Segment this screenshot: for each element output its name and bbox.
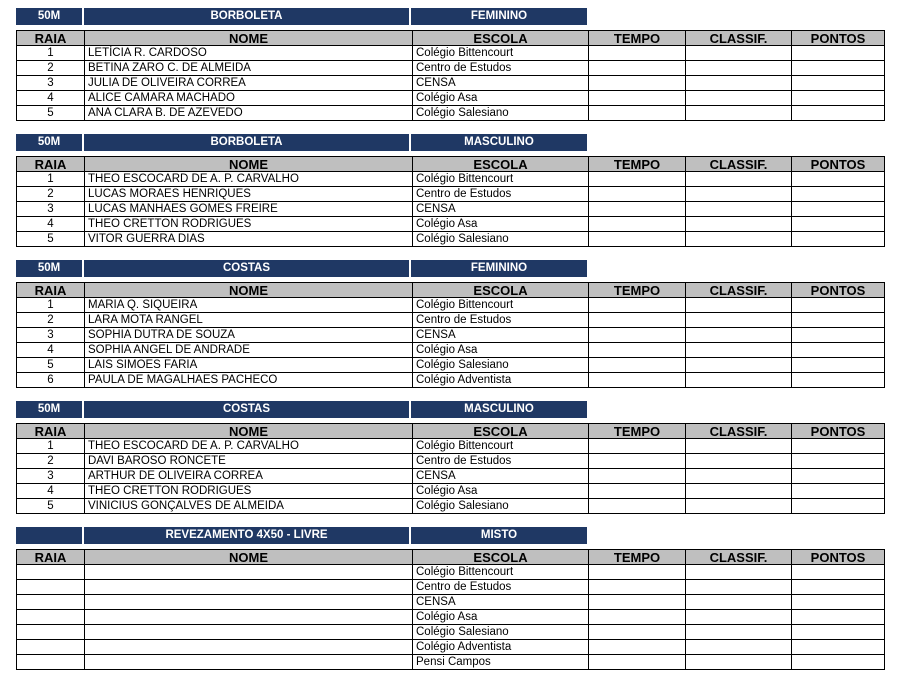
pontos-cell[interactable] [792,454,885,469]
column-header-tempo: TEMPO [589,157,686,172]
event-block [16,260,885,388]
nome-cell: ALICE CAMARA MACHADO [85,91,413,106]
event-distance: 50M [16,8,84,25]
tempo-cell[interactable] [589,499,686,514]
pontos-cell[interactable] [792,172,885,187]
raia-cell [17,640,85,655]
escola-cell: Colégio Salesiano [413,232,589,247]
raia-cell: 1 [17,172,85,187]
tempo-cell[interactable] [589,217,686,232]
escola-cell: Colégio Adventista [413,373,589,388]
table-row [17,328,885,343]
raia-cell: 1 [17,46,85,61]
table-row [17,484,885,499]
column-header-escola: ESCOLA [413,550,589,565]
raia-cell [17,580,85,595]
table-row [17,454,885,469]
table-header-row [17,550,885,565]
nome-cell [85,610,413,625]
escola-cell: Centro de Estudos [413,580,589,595]
pontos-cell[interactable] [792,343,885,358]
event-category: MISTO [411,527,587,544]
event-category: MASCULINO [411,401,587,418]
raia-cell [17,625,85,640]
table-row [17,565,885,580]
pontos-cell[interactable] [792,358,885,373]
table-row [17,439,885,454]
event-stroke: REVEZAMENTO 4X50 - LIVRE [84,527,411,544]
column-header-escola: ESCOLA [413,31,589,46]
event-distance: 50M [16,260,84,277]
raia-cell: 1 [17,298,85,313]
classif-cell[interactable] [686,373,792,388]
nome-cell: ANA CLARA B. DE AZEVEDO [85,106,413,121]
nome-cell: VITOR GUERRA DIAS [85,232,413,247]
classif-cell[interactable] [686,499,792,514]
pontos-cell[interactable] [792,484,885,499]
table-row [17,46,885,61]
pontos-cell[interactable] [792,46,885,61]
classif-cell[interactable] [686,202,792,217]
nome-cell: SOPHIA ANGEL DE ANDRADE [85,343,413,358]
nome-cell: DAVI BAROSO RONCETE [85,454,413,469]
nome-cell [85,565,413,580]
table-row [17,217,885,232]
pontos-cell[interactable] [792,595,885,610]
table-row [17,61,885,76]
raia-cell: 4 [17,484,85,499]
column-header-tempo: TEMPO [589,31,686,46]
escola-cell: Colégio Bittencourt [413,439,589,454]
escola-cell: Colégio Asa [413,343,589,358]
nome-cell: THEO CRETTON RODRIGUES [85,217,413,232]
table-row [17,640,885,655]
classif-cell[interactable] [686,172,792,187]
table-header-row [17,424,885,439]
raia-cell: 2 [17,454,85,469]
event-distance: 50M [16,134,84,151]
escola-cell: Colégio Asa [413,91,589,106]
classif-cell[interactable] [686,106,792,121]
table-row [17,232,885,247]
column-header-escola: ESCOLA [413,424,589,439]
event-header [16,134,587,151]
tempo-cell[interactable] [589,358,686,373]
classif-cell[interactable] [686,454,792,469]
tempo-cell[interactable] [589,298,686,313]
classif-cell[interactable] [686,580,792,595]
nome-cell: LUCAS MORAES HENRIQUES [85,187,413,202]
table-row [17,187,885,202]
classif-cell[interactable] [686,469,792,484]
column-header-pontos: PONTOS [792,283,885,298]
nome-cell: ARTHUR DE OLIVEIRA CORREA [85,469,413,484]
pontos-cell[interactable] [792,565,885,580]
raia-cell: 3 [17,202,85,217]
nome-cell: MARIA Q. SIQUEIRA [85,298,413,313]
raia-cell [17,610,85,625]
escola-cell: Colégio Salesiano [413,106,589,121]
escola-cell: CENSA [413,469,589,484]
table-row [17,610,885,625]
raia-cell: 4 [17,91,85,106]
escola-cell: CENSA [413,328,589,343]
column-header-raia: RAIA [17,283,85,298]
column-header-raia: RAIA [17,157,85,172]
tempo-cell[interactable] [589,565,686,580]
tempo-cell[interactable] [589,328,686,343]
column-header-pontos: PONTOS [792,550,885,565]
event-block [16,527,885,670]
raia-cell: 4 [17,217,85,232]
nome-cell [85,640,413,655]
event-stroke: COSTAS [84,401,411,418]
raia-cell: 3 [17,328,85,343]
escola-cell: Colégio Salesiano [413,499,589,514]
event-category: FEMININO [411,260,587,277]
column-header-tempo: TEMPO [589,550,686,565]
tempo-cell[interactable] [589,580,686,595]
pontos-cell[interactable] [792,625,885,640]
raia-cell: 1 [17,439,85,454]
event-stroke: COSTAS [84,260,411,277]
escola-cell: Colégio Bittencourt [413,172,589,187]
raia-cell: 2 [17,313,85,328]
column-header-pontos: PONTOS [792,157,885,172]
column-header-raia: RAIA [17,31,85,46]
pontos-cell[interactable] [792,217,885,232]
table-header-row [17,31,885,46]
tempo-cell[interactable] [589,373,686,388]
nome-cell: LETÍCIA R. CARDOSO [85,46,413,61]
classif-cell[interactable] [686,655,792,670]
escola-cell: Colégio Bittencourt [413,46,589,61]
pontos-cell[interactable] [792,76,885,91]
pontos-cell[interactable] [792,439,885,454]
nome-cell [85,655,413,670]
table-row [17,202,885,217]
table-row [17,313,885,328]
table-row [17,76,885,91]
table-row [17,358,885,373]
tempo-cell[interactable] [589,76,686,91]
raia-cell [17,655,85,670]
tempo-cell[interactable] [589,106,686,121]
escola-cell: Colégio Asa [413,610,589,625]
table-header-row [17,157,885,172]
tempo-cell[interactable] [589,232,686,247]
column-header-classif: CLASSIF. [686,424,792,439]
column-header-pontos: PONTOS [792,424,885,439]
results-table [16,30,885,121]
escola-cell: CENSA [413,595,589,610]
raia-cell: 5 [17,499,85,514]
event-block [16,401,885,514]
escola-cell: Colégio Bittencourt [413,565,589,580]
raia-cell: 5 [17,232,85,247]
raia-cell: 5 [17,358,85,373]
nome-cell [85,625,413,640]
tempo-cell[interactable] [589,469,686,484]
tempo-cell[interactable] [589,625,686,640]
classif-cell[interactable] [686,217,792,232]
table-row [17,625,885,640]
escola-cell: Colégio Asa [413,217,589,232]
pontos-cell[interactable] [792,610,885,625]
classif-cell[interactable] [686,484,792,499]
raia-cell: 6 [17,373,85,388]
tempo-cell[interactable] [589,61,686,76]
pontos-cell[interactable] [792,61,885,76]
column-header-nome: NOME [85,550,413,565]
escola-cell: Colégio Bittencourt [413,298,589,313]
nome-cell: JULIA DE OLIVEIRA CORREA [85,76,413,91]
classif-cell[interactable] [686,565,792,580]
event-header [16,260,587,277]
escola-cell: Colégio Salesiano [413,625,589,640]
column-header-classif: CLASSIF. [686,550,792,565]
column-header-tempo: TEMPO [589,283,686,298]
nome-cell: VINICIUS GONÇALVES DE ALMEIDA [85,499,413,514]
escola-cell: Colégio Asa [413,484,589,499]
pontos-cell[interactable] [792,469,885,484]
tempo-cell[interactable] [589,202,686,217]
nome-cell: PAULA DE MAGALHAES PACHECO [85,373,413,388]
pontos-cell[interactable] [792,328,885,343]
column-header-raia: RAIA [17,424,85,439]
column-header-classif: CLASSIF. [686,31,792,46]
escola-cell: Centro de Estudos [413,187,589,202]
column-header-escola: ESCOLA [413,157,589,172]
classif-cell[interactable] [686,313,792,328]
event-category: FEMININO [411,8,587,25]
table-row [17,499,885,514]
tempo-cell[interactable] [589,610,686,625]
raia-cell: 4 [17,343,85,358]
pontos-cell[interactable] [792,640,885,655]
classif-cell[interactable] [686,343,792,358]
results-table [16,156,885,247]
pontos-cell[interactable] [792,373,885,388]
table-row [17,91,885,106]
results-table [16,282,885,388]
event-distance: 50M [16,401,84,418]
nome-cell [85,595,413,610]
nome-cell: LAIS SIMOES FARIA [85,358,413,373]
classif-cell[interactable] [686,328,792,343]
tempo-cell[interactable] [589,454,686,469]
column-header-tempo: TEMPO [589,424,686,439]
escola-cell: CENSA [413,202,589,217]
pontos-cell[interactable] [792,580,885,595]
classif-cell[interactable] [686,298,792,313]
classif-cell[interactable] [686,76,792,91]
results-table [16,549,885,670]
event-header [16,8,587,25]
event-distance [16,527,84,544]
pontos-cell[interactable] [792,106,885,121]
column-header-escola: ESCOLA [413,283,589,298]
raia-cell [17,595,85,610]
column-header-nome: NOME [85,424,413,439]
pontos-cell[interactable] [792,232,885,247]
tempo-cell[interactable] [589,187,686,202]
nome-cell: THEO CRETTON RODRIGUES [85,484,413,499]
classif-cell[interactable] [686,61,792,76]
pontos-cell[interactable] [792,655,885,670]
tempo-cell[interactable] [589,595,686,610]
tempo-cell[interactable] [589,640,686,655]
table-row [17,343,885,358]
escola-cell: Centro de Estudos [413,313,589,328]
classif-cell[interactable] [686,610,792,625]
escola-cell: Colégio Salesiano [413,358,589,373]
event-header [16,401,587,418]
nome-cell: THEO ESCOCARD DE A. P. CARVALHO [85,172,413,187]
column-header-classif: CLASSIF. [686,283,792,298]
results-table [16,423,885,514]
tempo-cell[interactable] [589,484,686,499]
table-row [17,469,885,484]
pontos-cell[interactable] [792,298,885,313]
nome-cell: LARA MOTA RANGEL [85,313,413,328]
column-header-nome: NOME [85,31,413,46]
pontos-cell[interactable] [792,187,885,202]
column-header-raia: RAIA [17,550,85,565]
event-block [16,8,885,121]
nome-cell [85,580,413,595]
tempo-cell[interactable] [589,439,686,454]
pontos-cell[interactable] [792,313,885,328]
classif-cell[interactable] [686,439,792,454]
column-header-classif: CLASSIF. [686,157,792,172]
escola-cell: CENSA [413,76,589,91]
table-row [17,172,885,187]
event-block [16,134,885,247]
classif-cell[interactable] [686,91,792,106]
event-header [16,527,587,544]
table-row [17,298,885,313]
tempo-cell[interactable] [589,91,686,106]
escola-cell: Colégio Adventista [413,640,589,655]
column-header-nome: NOME [85,157,413,172]
nome-cell: LUCAS MANHAES GOMES FREIRE [85,202,413,217]
table-row [17,106,885,121]
nome-cell: BETINA ZARO C. DE ALMEIDA [85,61,413,76]
table-header-row [17,283,885,298]
table-row [17,373,885,388]
tempo-cell[interactable] [589,655,686,670]
classif-cell[interactable] [686,46,792,61]
classif-cell[interactable] [686,187,792,202]
classif-cell[interactable] [686,358,792,373]
raia-cell: 2 [17,187,85,202]
raia-cell: 5 [17,106,85,121]
classif-cell[interactable] [686,232,792,247]
column-header-nome: NOME [85,283,413,298]
tempo-cell[interactable] [589,313,686,328]
tempo-cell[interactable] [589,46,686,61]
column-header-pontos: PONTOS [792,31,885,46]
tempo-cell[interactable] [589,343,686,358]
raia-cell: 2 [17,61,85,76]
table-row [17,580,885,595]
escola-cell: Centro de Estudos [413,454,589,469]
classif-cell[interactable] [686,595,792,610]
table-row [17,595,885,610]
pontos-cell[interactable] [792,202,885,217]
event-category: MASCULINO [411,134,587,151]
escola-cell: Pensi Campos [413,655,589,670]
pontos-cell[interactable] [792,499,885,514]
raia-cell: 3 [17,469,85,484]
raia-cell [17,565,85,580]
event-stroke: BORBOLETA [84,8,411,25]
nome-cell: SOPHIA DUTRA DE SOUZA [85,328,413,343]
tempo-cell[interactable] [589,172,686,187]
raia-cell: 3 [17,76,85,91]
classif-cell[interactable] [686,625,792,640]
classif-cell[interactable] [686,640,792,655]
event-stroke: BORBOLETA [84,134,411,151]
pontos-cell[interactable] [792,91,885,106]
table-row [17,655,885,670]
nome-cell: THEO ESCOCARD DE A. P. CARVALHO [85,439,413,454]
escola-cell: Centro de Estudos [413,61,589,76]
